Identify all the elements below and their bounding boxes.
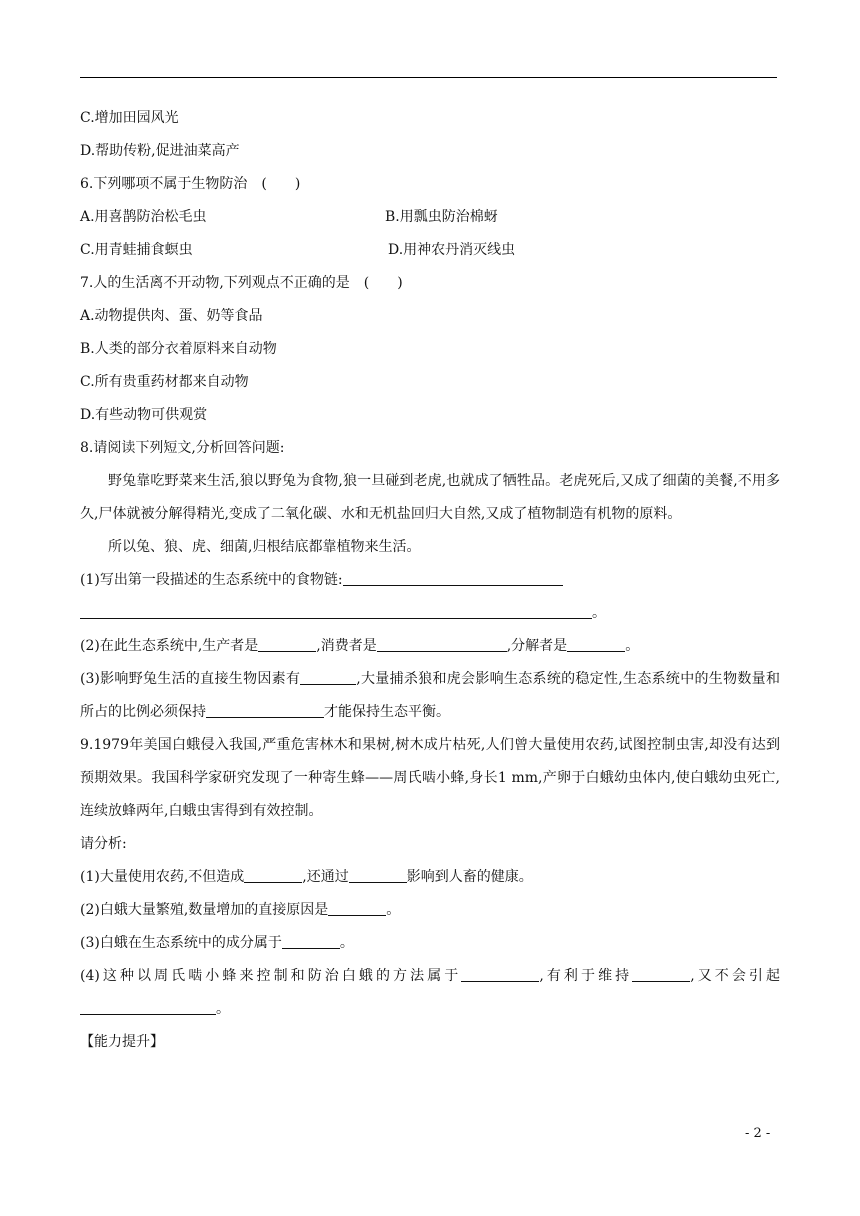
q9-sub-2-end: 。	[386, 902, 401, 918]
q9-sub-4-text-b: ,有利于维持	[539, 968, 633, 984]
answer-blank[interactable]	[258, 637, 316, 652]
answer-blank[interactable]	[206, 703, 324, 718]
q8-passage-1: 野兔靠吃野菜来生活,狼以野兔为食物,狼一旦碰到老虎,也就成了牺牲品。老虎死后,又成了细菌的美餐,不用多久,尸体就被分解得精光,变成了二氧化碳、水和无机盐回归大自然,又成了植物制造有机物的原料。	[80, 473, 780, 522]
q9-sub-1-text-b: ,还通过	[302, 869, 349, 885]
q8-sub-3-text-a: (3)影响野兔生活的直接生物因素有	[80, 671, 301, 687]
q9-sub-1	[80, 861, 780, 894]
q8-sub-1-text: (1)写出第一段描述的生态系统中的食物链:	[80, 572, 343, 588]
q9-sub-1-text-c: 影响到人畜的健康。	[406, 869, 533, 885]
q5-option-c: C.增加田园风光	[80, 110, 179, 126]
q9-sub-3-end: 。	[339, 935, 354, 951]
q9-sub-3-text: (3)白蛾在生态系统中的成分属于	[80, 935, 282, 951]
q8-sub-2-text-b: ,消费者是	[316, 638, 377, 654]
q8-stem: 8.请阅读下列短文,分析回答问题:	[80, 440, 285, 456]
q9-sub-4	[80, 960, 780, 1026]
answer-blank[interactable]	[567, 637, 625, 652]
q8-sub-3	[80, 663, 780, 729]
q8-sub-2	[80, 630, 780, 663]
q9-sub-4-text-c: ,又不会引起	[690, 968, 780, 984]
q6-option-c: C.用青蛙捕食螟虫	[80, 242, 193, 258]
answer-blank[interactable]	[349, 868, 407, 883]
answer-blank[interactable]	[461, 967, 539, 982]
q7-option-a: A.动物提供肉、蛋、奶等食品	[80, 308, 263, 324]
q8-sub-2-text-a: (2)在此生态系统中,生产者是	[80, 638, 259, 654]
q9-sub-3	[80, 927, 780, 960]
q6-options-row-2	[80, 234, 780, 267]
q5-option-d: D.帮助传粉,促进油菜高产	[80, 143, 240, 159]
answer-blank[interactable]	[244, 868, 302, 883]
section-title: 【能力提升】	[80, 1034, 164, 1050]
answer-blank[interactable]	[343, 571, 563, 586]
answer-blank[interactable]	[80, 604, 592, 619]
q6-option-a: A.用喜鹊防治松毛虫	[80, 209, 207, 225]
q8-sub-2-text-c: ,分解者是	[506, 638, 568, 654]
answer-blank[interactable]	[328, 901, 386, 916]
page-number: - 2 -	[745, 1126, 771, 1141]
q8-sub-2-end: 。	[625, 638, 640, 654]
answer-blank[interactable]	[80, 1000, 216, 1015]
q9-prompt: 请分析:	[80, 836, 127, 852]
header-rule	[80, 77, 777, 78]
q7-option-c: C.所有贵重药材都来自动物	[80, 374, 249, 390]
q8-sub-1-continued	[80, 597, 780, 630]
q9-sub-4-end: 。	[216, 1001, 230, 1017]
q7-stem: 7.人的生活离不开动物,下列观点不正确的是 ( )	[80, 275, 403, 291]
answer-blank[interactable]	[300, 670, 356, 685]
answer-blank[interactable]	[282, 934, 340, 949]
q6-stem: 6.下列哪项不属于生物防治 ( )	[80, 176, 301, 192]
q9-sub-2	[80, 894, 780, 927]
q8-sub-1	[80, 564, 780, 597]
q9-sub-2-text: (2)白蛾大量繁殖,数量增加的直接原因是	[80, 902, 329, 918]
q9-sub-1-text-a: (1)大量使用农药,不但造成	[80, 869, 245, 885]
q9-sub-4-text-a: (4)这种以周氏啮小蜂来控制和防治白蛾的方法属于	[80, 968, 462, 984]
q9-stem: 9.1979年美国白蛾侵入我国,严重危害林木和果树,树木成片枯死,人们曾大量使用农药,试图控制虫害,却没有达到预期效果。我国科学家研究发现了一种寄生蜂——周氏啮小蜂,身长1 mm,产卵于白蛾幼虫体内,使白蛾幼虫死亡,连续放蜂两年,白蛾虫害得到有效控制。	[80, 737, 780, 819]
q7-option-d: D.有些动物可供观赏	[80, 407, 208, 423]
document-body	[80, 102, 780, 1059]
q6-option-b: B.用瓢虫防治棉蚜	[385, 209, 498, 225]
q8-sub-1-end: 。	[592, 605, 606, 621]
answer-blank[interactable]	[632, 967, 690, 982]
answer-blank[interactable]	[377, 637, 507, 652]
q6-options-row-1	[80, 201, 780, 234]
q8-passage-2: 所以兔、狼、虎、细菌,归根结底都靠植物来生活。	[108, 539, 421, 555]
q6-option-d: D.用神农丹消灭线虫	[388, 242, 516, 258]
q8-sub-3-text-c: 才能保持生态平衡。	[324, 704, 450, 720]
q8-sub-3-text-b: ,大量捕杀狼和虎会影响生态系统的稳定性,生态系统中的生物数量和所占的比例必须保持	[80, 671, 780, 720]
q7-option-b: B.人类的部分衣着原料来自动物	[80, 341, 277, 357]
